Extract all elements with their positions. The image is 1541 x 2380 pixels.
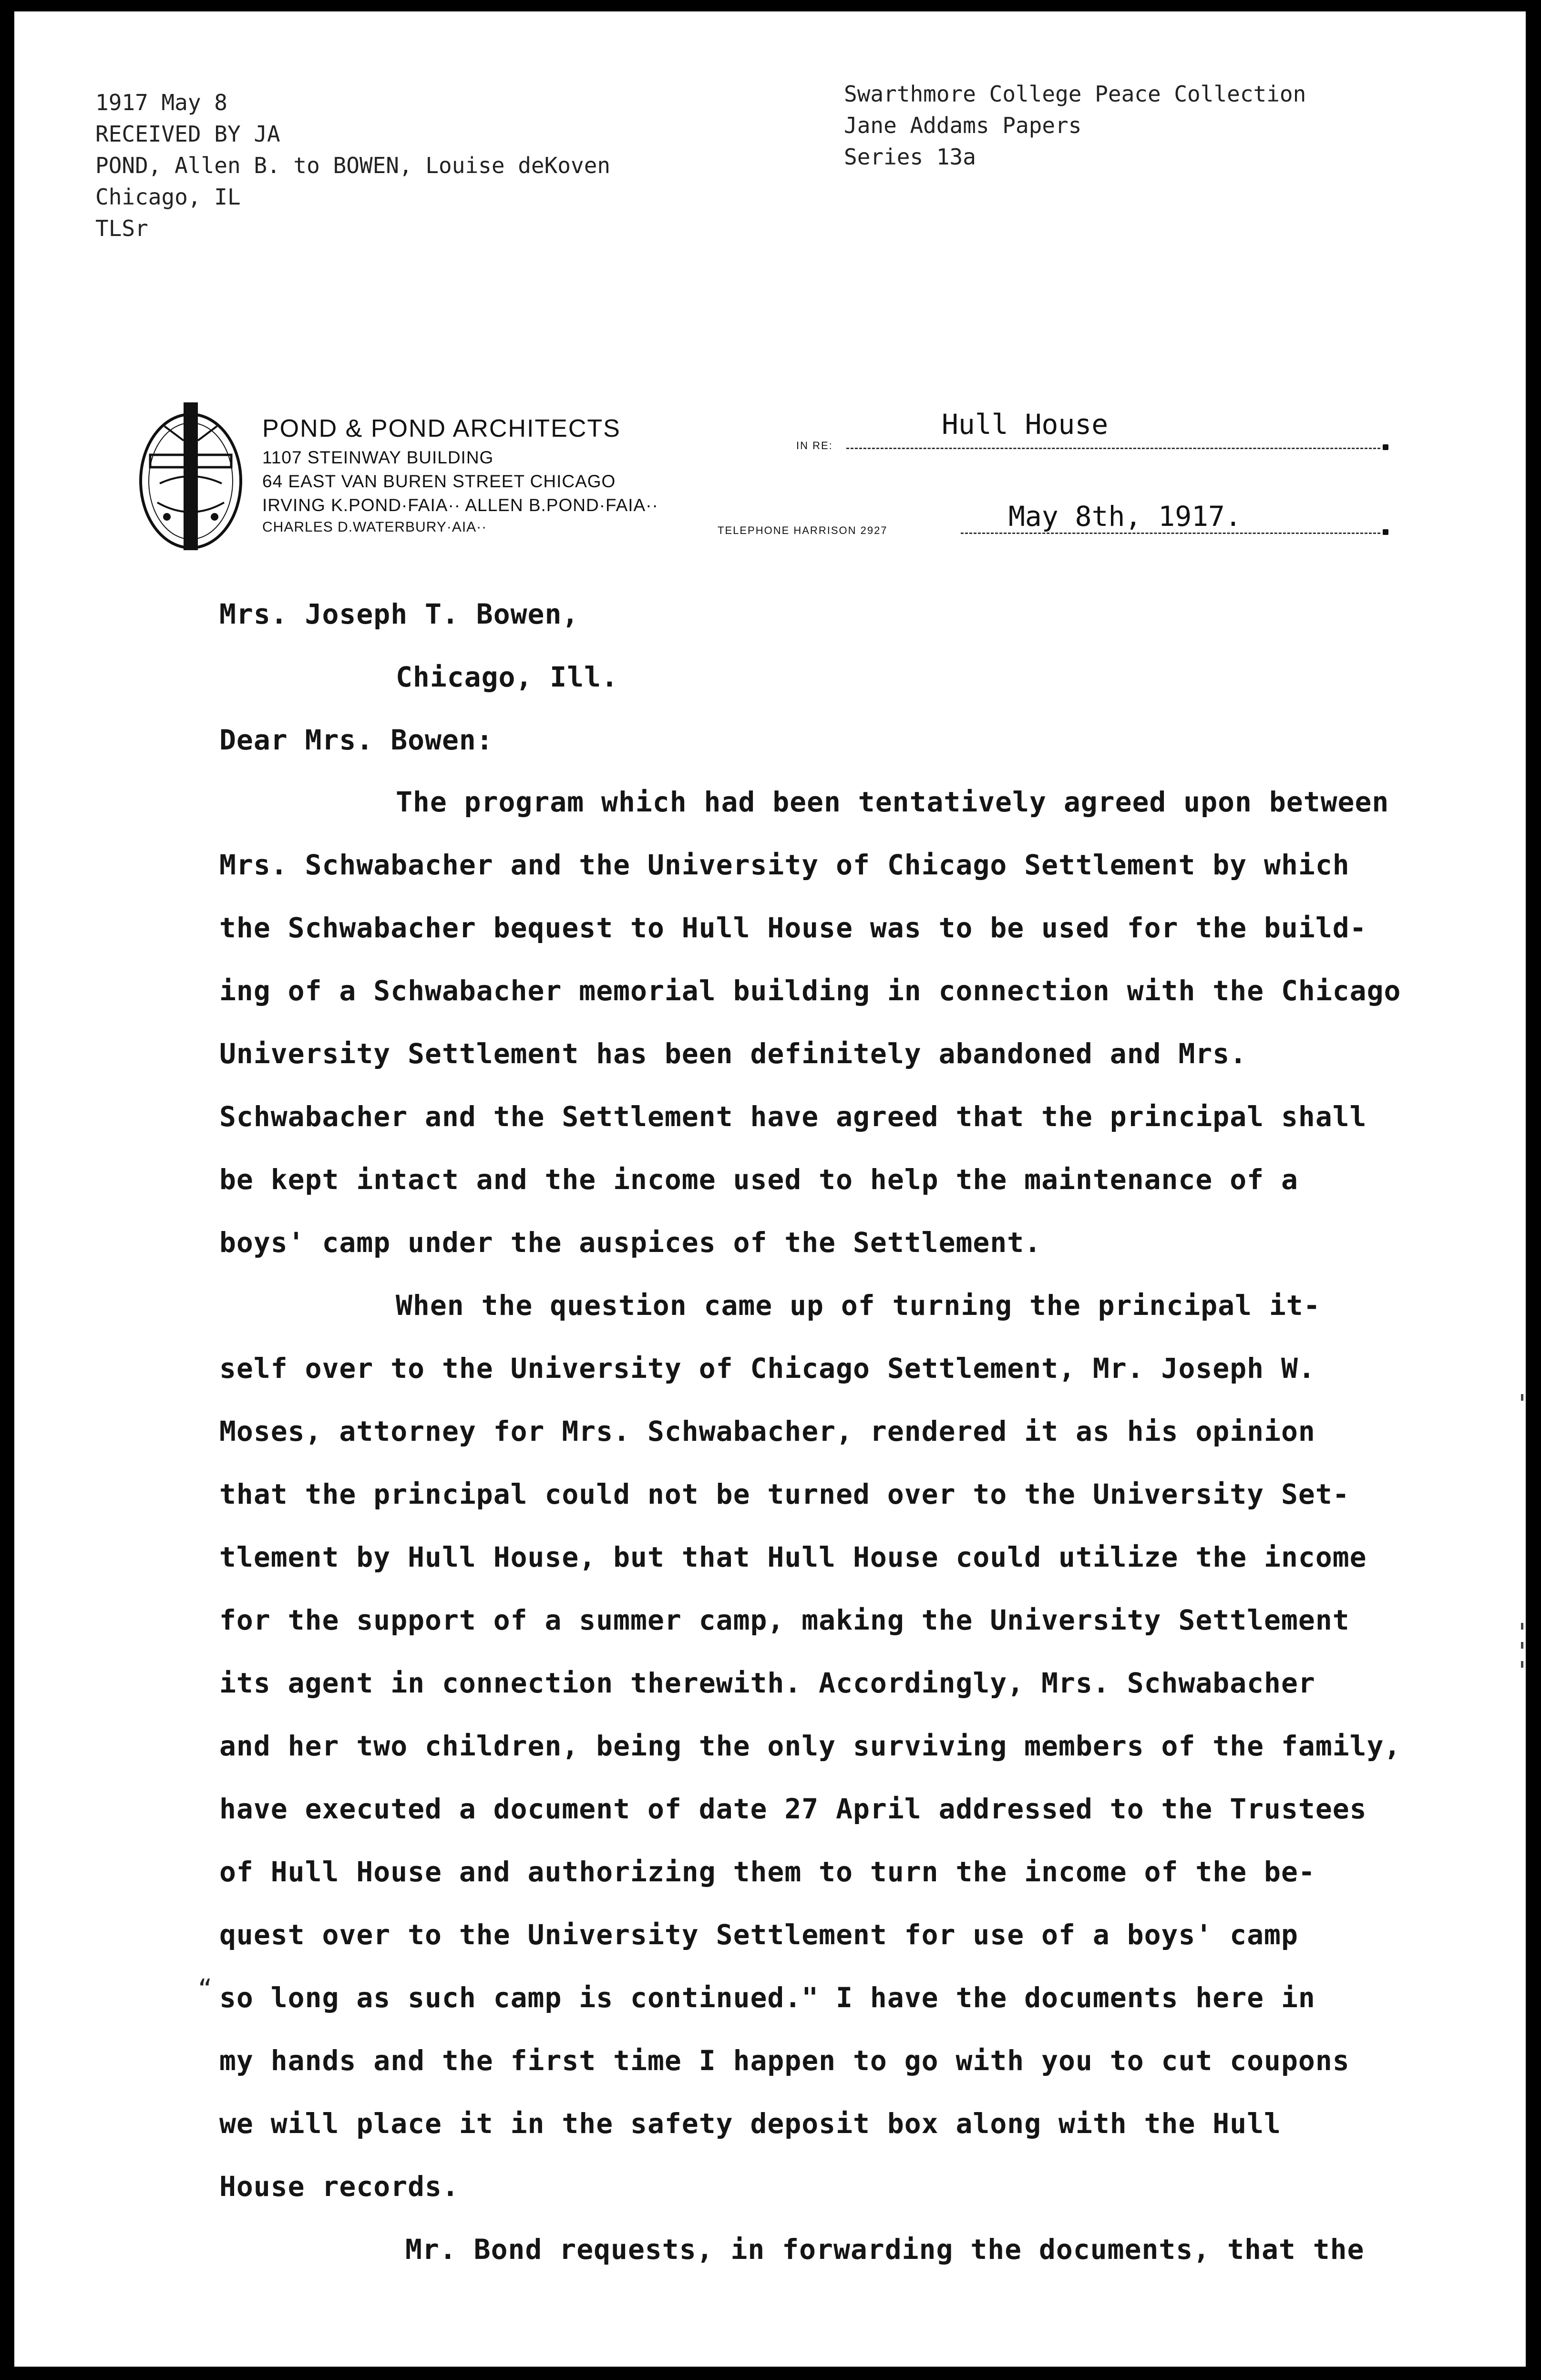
body-line: have executed a document of date 27 April addressed to the Trustees: [219, 1793, 1367, 1825]
body-line: my hands and the first time I happen to go with you to cut coupons: [219, 2044, 1350, 2077]
scan-speck: [1521, 1661, 1523, 1668]
telephone-label: TELEPHONE HARRISON 2927: [718, 524, 888, 536]
firm-name: POND & POND ARCHITECTS: [262, 415, 621, 442]
body-line: Mr. Bond requests, in forwarding the documents, that the: [405, 2233, 1365, 2266]
archive-series: Series 13a: [844, 144, 976, 170]
body-line: ing of a Schwabacher memorial building in connection with the Chicago: [219, 975, 1401, 1007]
scan-speck: [1521, 1642, 1523, 1649]
firm-address-street: 64 EAST VAN BUREN STREET CHICAGO: [262, 472, 616, 491]
body-line: be kept intact and the income used to help the maintenance of a: [219, 1163, 1298, 1196]
body-line: that the principal could not be turned over to the University Set-: [219, 1478, 1350, 1510]
body-line: House records.: [219, 2170, 459, 2203]
body-line: tlement by Hull House, but that Hull House could utilize the income: [219, 1541, 1367, 1573]
archive-papers: Jane Addams Papers: [844, 113, 1082, 138]
archive-correspondents: POND, Allen B. to BOWEN, Louise deKoven: [95, 153, 611, 178]
firm-emblem-logo: [131, 398, 250, 555]
body-line: Schwabacher and the Settlement have agreed that the principal shall: [219, 1100, 1367, 1133]
body-line: so long as such camp is continued." I have the documents here in: [219, 1981, 1315, 2014]
date-rule: [961, 533, 1380, 534]
body-line: Moses, attorney for Mrs. Schwabacher, rendered it as his opinion: [219, 1415, 1315, 1447]
body-line: we will place it in the safety deposit box along with the Hull: [219, 2107, 1281, 2140]
body-line: for the support of a summer camp, making the University Settlement: [219, 1604, 1350, 1636]
margin-quote-mark: “: [198, 1975, 213, 2002]
body-line: University Settlement has been definitely abandoned and Mrs.: [219, 1037, 1247, 1070]
archive-received: RECEIVED BY JA: [95, 121, 280, 147]
in-re-end-dot: [1383, 444, 1388, 450]
in-re-rule: [846, 448, 1380, 449]
archive-doc-type: TLSr: [95, 215, 148, 241]
body-line: and her two children, being the only surviving members of the family,: [219, 1730, 1401, 1762]
body-line: self over to the University of Chicago Settlement, Mr. Joseph W.: [219, 1352, 1315, 1385]
addressee-name: Mrs. Joseph T. Bowen,: [219, 598, 579, 630]
date-end-dot: [1383, 529, 1388, 535]
body-line: the Schwabacher bequest to Hull House was to be used for the build-: [219, 912, 1367, 944]
body-line: When the question came up of turning the principal it-: [396, 1289, 1321, 1322]
scan-speck: [1521, 1394, 1523, 1401]
body-line: quest over to the University Settlement for use of a boys' camp: [219, 1918, 1298, 1951]
in-re-label: IN RE:: [796, 440, 833, 451]
archive-collection: Swarthmore College Peace Collection: [844, 81, 1306, 107]
letter-date: May 8th, 1917.: [1008, 500, 1242, 533]
scan-speck: [1521, 1623, 1523, 1630]
firm-partners: IRVING K.POND·FAIA·· ALLEN B.POND·FAIA··: [262, 495, 658, 515]
in-re-value: Hull House: [942, 408, 1109, 441]
body-line: of Hull House and authorizing them to turn the income of the be-: [219, 1856, 1315, 1888]
body-line: The program which had been tentatively agreed upon between: [396, 786, 1389, 818]
body-line: its agent in connection therewith. Accordingly, Mrs. Schwabacher: [219, 1667, 1315, 1699]
body-line: Mrs. Schwabacher and the University of Chicago Settlement by which: [219, 849, 1350, 881]
firm-address-building: 1107 STEINWAY BUILDING: [262, 448, 494, 467]
archive-date: 1917 May 8: [95, 90, 227, 115]
salutation: Dear Mrs. Bowen:: [219, 724, 493, 756]
addressee-city: Chicago, Ill.: [396, 661, 618, 693]
body-line: boys' camp under the auspices of the Settlement.: [219, 1226, 1042, 1259]
document-page: [14, 11, 1526, 2367]
firm-associate: CHARLES D.WATERBURY·AIA··: [262, 519, 487, 535]
archive-place: Chicago, IL: [95, 184, 241, 210]
